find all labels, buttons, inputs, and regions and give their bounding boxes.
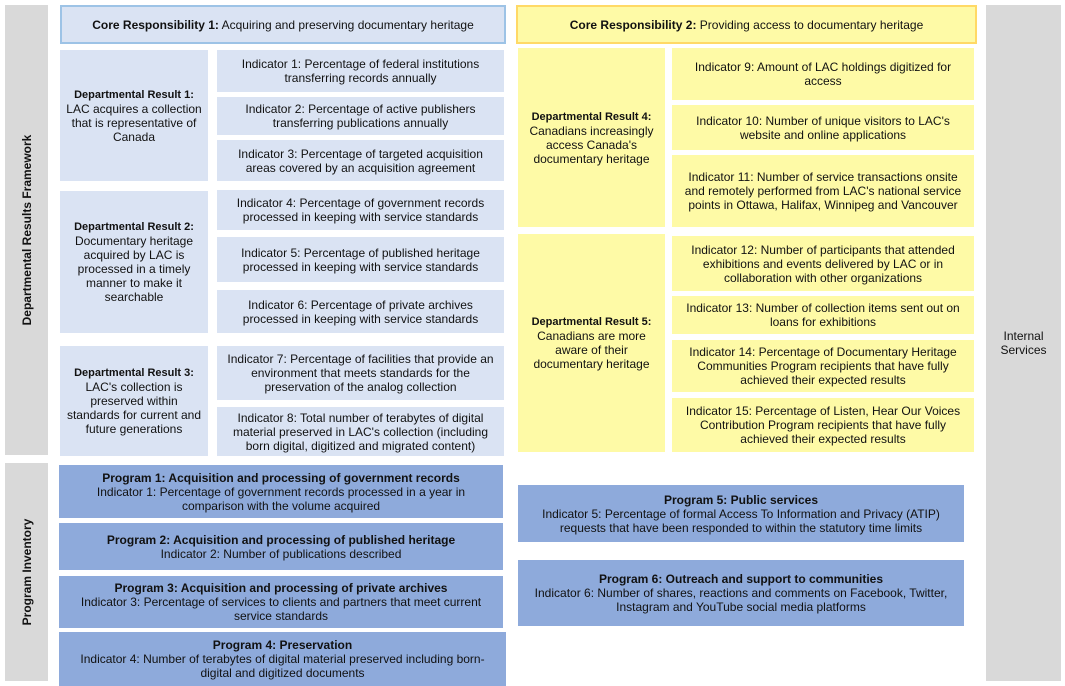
indicator-9: Indicator 9: Amount of LAC holdings digitized for access (672, 48, 974, 100)
program-2-title: Program 2: Acquisition and processing of published heritage (106, 532, 456, 547)
core-responsibility-1 (60, 5, 506, 44)
departmental-result-4-text: Canadians increasingly access Canada's documentary heritage (529, 123, 654, 166)
departmental-result-2-title: Departmental Result 2: (74, 221, 194, 233)
results-framework-label: Departmental Results Framework (20, 134, 34, 326)
program-6-indicator: Indicator 6: Number of shares, reactions and comments on Facebook, Twitter, Instagram and YouTube social media platforms (534, 586, 948, 614)
indicator-1: Indicator 1: Percentage of federal institutions transferring records annually (217, 50, 504, 92)
program-4-title: Program 4: Preservation (212, 638, 353, 652)
core-responsibility-1-text: Acquiring and preserving documentary heritage (218, 17, 474, 32)
indicator-13: Indicator 13: Number of collection items sent out on loans for exhibitions (672, 296, 974, 334)
indicator-2: Indicator 2: Percentage of active publishers transferring publications annually (217, 97, 504, 135)
program-5-indicator: Indicator 5: Percentage of formal Access To Information and Privacy (ATIP) requests that have been responded to within the statutory time limits (542, 506, 940, 535)
indicator-15: Indicator 15: Percentage of Listen, Hear Our Voices Contribution Program recipients that have fully achieved their expected results (672, 398, 974, 452)
program-2 (59, 523, 503, 570)
core-responsibility-2-text: Providing access to documentary heritage (696, 17, 924, 32)
departmental-result-1-text: LAC acquires a collection that is representative of Canada (66, 101, 202, 144)
indicator-11: Indicator 11: Number of service transactions onsite and remotely performed from LAC's national service points in Ottawa, Halifax, Winnipeg and Vancouver (672, 155, 974, 227)
indicator-4: Indicator 4: Percentage of government records processed in keeping with service standards (217, 190, 504, 230)
departmental-result-5 (518, 234, 665, 452)
departmental-result-3 (60, 346, 208, 456)
indicator-6: Indicator 6: Percentage of private archives processed in keeping with service standards (217, 290, 504, 333)
indicator-7: Indicator 7: Percentage of facilities that provide an environment that meets standards for the preservation of the analog collection (217, 346, 504, 400)
core-responsibility-1-prefix: Core Responsibility 1: (92, 17, 219, 32)
program-2-indicator: Indicator 2: Number of publications described (160, 546, 402, 561)
program-3 (59, 576, 503, 628)
program-3-indicator: Indicator 3: Percentage of services to clients and partners that meet current service standards (80, 595, 482, 623)
departmental-result-3-text: LAC's collection is preserved within standards for current and future generations (66, 380, 202, 436)
program-1-indicator: Indicator 1: Percentage of government records processed in a year in comparison with the volume acquired (96, 484, 466, 513)
program-5 (518, 485, 964, 542)
departmental-result-4-title: Departmental Result 4: (531, 110, 652, 123)
program-5-title: Program 5: Public services (663, 492, 819, 507)
program-1 (59, 465, 503, 518)
program-6 (518, 560, 964, 626)
indicator-10: Indicator 10: Number of unique visitors to LAC's website and online applications (672, 105, 974, 150)
indicator-14: Indicator 14: Percentage of Documentary Heritage Communities Program recipients that have fully achieved their expected results (672, 340, 974, 392)
internal-services-label (986, 329, 1061, 357)
departmental-result-2-text: Documentary heritage acquired by LAC is processed in a timely manner to make it searchable (74, 234, 194, 304)
program-3-title: Program 3: Acquisition and processing of private archives (114, 581, 448, 595)
indicator-8: Indicator 8: Total number of terabytes of digital material preserved in LAC's collection (including born digital, digitized and migrated content) (217, 407, 504, 456)
program-4 (59, 632, 506, 686)
program-1-title: Program 1: Acquisition and processing of government records (102, 470, 460, 485)
departmental-result-4 (518, 48, 665, 227)
internal-services-line2: Services (1000, 343, 1047, 357)
indicator-3: Indicator 3: Percentage of targeted acquisition areas covered by an acquisition agreement (217, 140, 504, 181)
program-6-title: Program 6: Outreach and support to communities (598, 572, 884, 586)
core-responsibility-2-prefix: Core Responsibility 2: (569, 17, 697, 32)
internal-services-line1: Internal (1003, 329, 1044, 343)
program-4-indicator: Indicator 4: Number of terabytes of digital material preserved including born-digital and digitized documents (80, 652, 485, 680)
program-inventory-label: Program Inventory (20, 518, 34, 626)
indicator-12: Indicator 12: Number of participants that attended exhibitions and events delivered by LAC or in collaboration with other organizations (672, 236, 974, 291)
departmental-result-5-text: Canadians are more aware of their documentary heritage (533, 329, 650, 371)
core-responsibility-2 (516, 5, 977, 44)
departmental-result-1-title: Departmental Result 1: (74, 88, 194, 101)
departmental-result-2 (60, 191, 208, 333)
departmental-result-5-title: Departmental Result 5: (531, 316, 652, 328)
indicator-5: Indicator 5: Percentage of published heritage processed in keeping with service standards (217, 237, 504, 282)
departmental-result-3-title: Departmental Result 3: (74, 367, 194, 379)
departmental-result-1 (60, 50, 208, 181)
